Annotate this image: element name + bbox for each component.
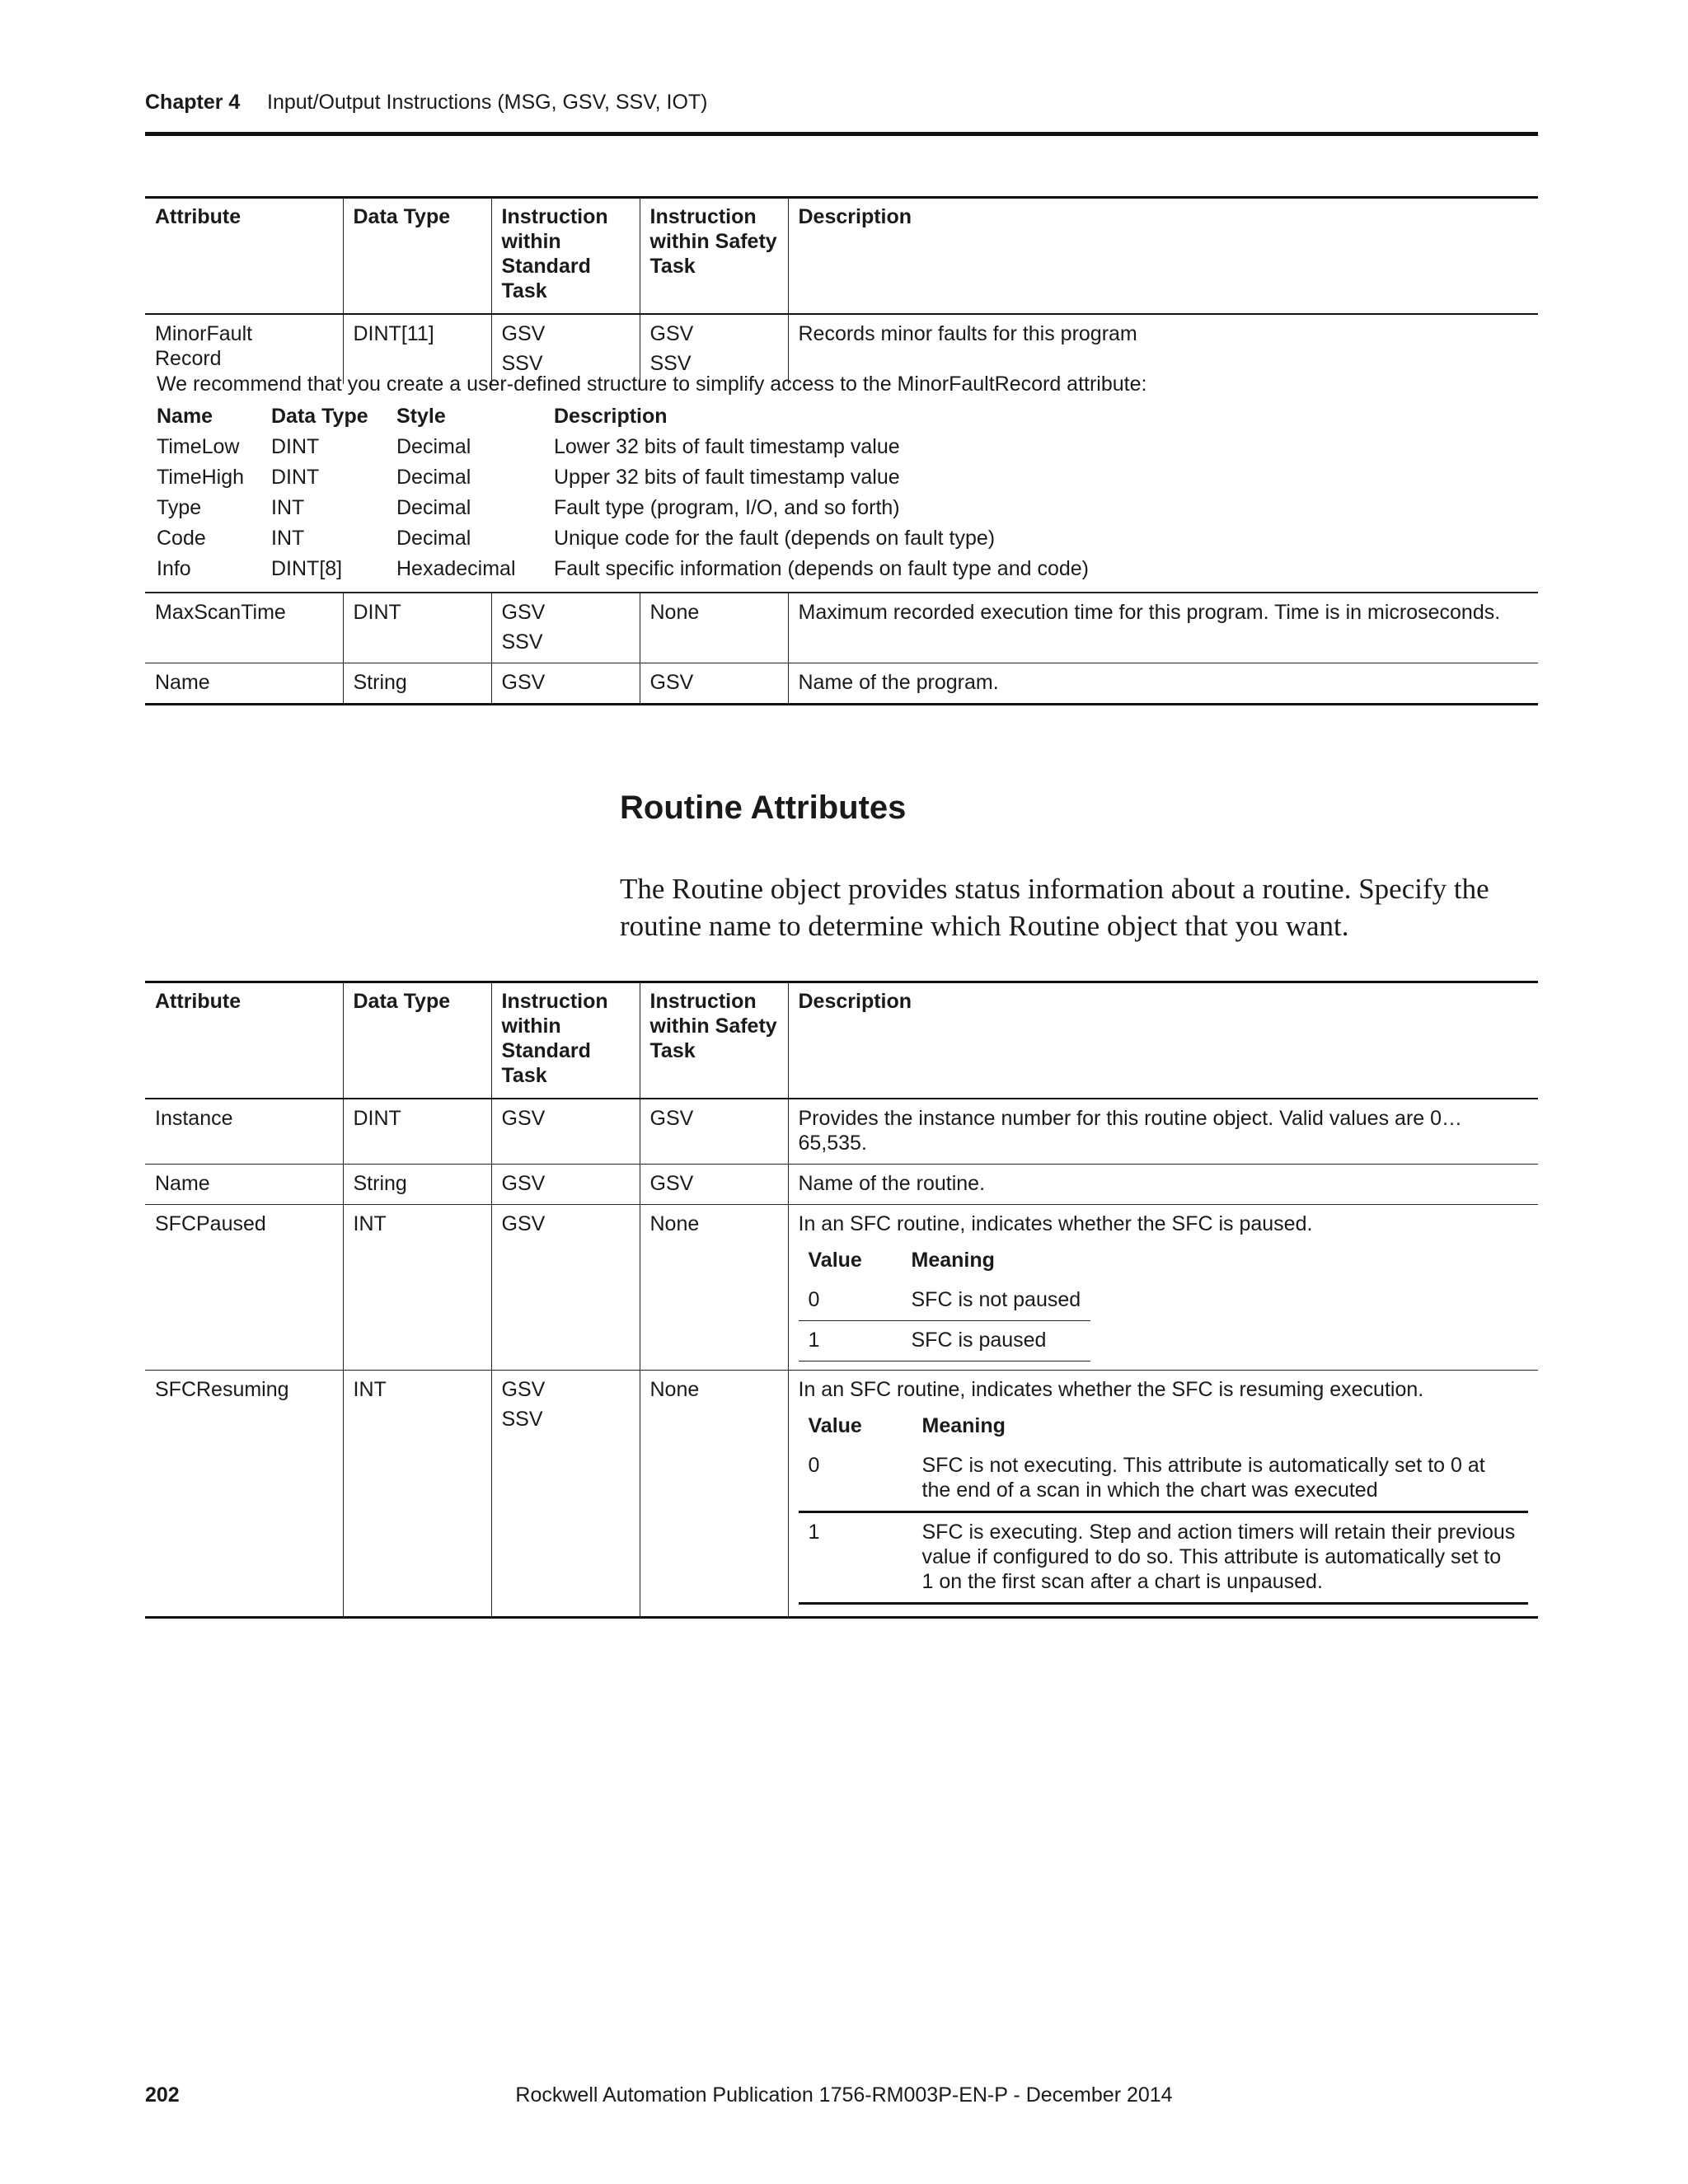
value-row: 1 SFC is executing. Step and action timers will retain their previous value if configured to do so. This attribute is automatically set to 1 on the first scan after a chart is unpaused.: [799, 1512, 1529, 1604]
structure-row: TimeLow DINT Decimal Lower 32 bits of fault timestamp value: [157, 435, 900, 458]
struct-col-description: Description: [554, 405, 668, 428]
meaning-header: Meaning: [911, 1249, 995, 1272]
cell-standard-task: GSV: [491, 1099, 640, 1165]
cell-description: [788, 1371, 1538, 1618]
value-row: 0 SFC is not executing. This attribute is automatically set to 0 at the end of a scan in which the chart was executed: [799, 1446, 1529, 1512]
cell-data-type: DINT: [343, 1099, 491, 1165]
cell-data-type: String: [343, 1165, 491, 1205]
cell-attribute: Instance: [145, 1099, 343, 1165]
cell-description: Records minor faults for this program: [788, 314, 1538, 384]
table-header-row: [145, 198, 1538, 314]
col-safety-task: Instruction within Safety Task: [640, 982, 788, 1099]
cell-attribute: MaxScanTime: [145, 593, 343, 663]
cell-attribute: Name: [145, 1165, 343, 1205]
table-header-row: [145, 982, 1538, 1099]
cell-data-type: DINT[11]: [343, 314, 491, 384]
cell-standard-task: GSV: [491, 663, 640, 705]
struct-col-name: Name: [157, 405, 213, 428]
publication-footer: Rockwell Automation Publication 1756-RM003P-EN-P - December 2014: [515, 2083, 1173, 2107]
table-row-name: [145, 663, 1538, 705]
cell-safety-task: GSV: [640, 663, 788, 705]
col-safety-task: Instruction within Safety Task: [640, 198, 788, 314]
cell-description: Name of the routine.: [788, 1165, 1538, 1205]
value-meaning-table: [799, 1241, 1091, 1361]
description-text: In an SFC routine, indicates whether the SFC is paused.: [798, 1212, 1313, 1235]
meaning-header: Meaning: [921, 1414, 1006, 1437]
col-standard-task: Instruction within Standard Task: [491, 198, 640, 314]
cell-description: Maximum recorded execution time for this program. Time is in microseconds.: [788, 593, 1538, 663]
cell-data-type: INT: [343, 1371, 491, 1618]
value-header: Value: [808, 1249, 862, 1272]
cell-safety-task: GSV SSV: [640, 314, 788, 384]
section-title: Routine Attributes: [620, 790, 907, 826]
header-rule: [145, 132, 1538, 136]
table-row-maxscantime: [145, 593, 1538, 663]
page-header: [145, 91, 1538, 115]
col-standard-task: Instruction within Standard Task: [491, 982, 640, 1099]
cell-standard-task: GSV: [491, 1165, 640, 1205]
cell-description: Provides the instance number for this routine object. Valid values are 0…65,535.: [788, 1099, 1538, 1165]
chapter-title: Input/Output Instructions (MSG, GSV, SSV, IOT): [267, 91, 708, 114]
cell-description: Name of the program.: [788, 663, 1538, 705]
cell-data-type: DINT: [343, 593, 491, 663]
value-header: Value: [808, 1414, 862, 1437]
cell-safety-task: None: [640, 1205, 788, 1371]
structure-table: [157, 401, 1089, 584]
col-data-type: Data Type: [343, 982, 491, 1099]
cell-description: [788, 1205, 1538, 1371]
struct-col-data-type: Data Type: [271, 405, 368, 428]
cell-safety-task: None: [640, 1371, 788, 1618]
structure-row: Code INT Decimal Unique code for the fault (depends on fault type): [157, 527, 996, 550]
cell-standard-task: GSV SSV: [491, 1371, 640, 1618]
cell-attribute: Name: [145, 663, 343, 705]
structure-row: Info DINT[8] Hexadecimal Fault specific information (depends on fault type and code): [157, 557, 1089, 580]
table-row-instance: [145, 1099, 1538, 1165]
value-row: 1 SFC is paused: [799, 1321, 1091, 1361]
description-text: In an SFC routine, indicates whether the SFC is resuming execution.: [798, 1378, 1424, 1401]
structure-note: We recommend that you create a user-defined structure to simplify access to the MinorFaultRecord attribute:: [157, 373, 1147, 396]
table-row-name: [145, 1165, 1538, 1205]
cell-safety-task: GSV: [640, 1099, 788, 1165]
struct-col-style: Style: [396, 405, 446, 428]
cell-standard-task: GSV: [491, 1205, 640, 1371]
chapter-label: Chapter 4: [145, 91, 241, 114]
cell-attribute: SFCResuming: [145, 1371, 343, 1618]
cell-standard-task: GSV SSV: [491, 314, 640, 384]
table-row-sfcpaused: [145, 1205, 1538, 1371]
cell-attribute: MinorFault Record: [155, 322, 253, 370]
cell-attribute: SFCPaused: [145, 1205, 343, 1371]
value-meaning-table: [799, 1407, 1529, 1605]
program-attributes-table-continued: [145, 593, 1538, 705]
structure-row: TimeHigh DINT Decimal Upper 32 bits of fault timestamp value: [157, 466, 900, 489]
cell-safety-task: GSV: [640, 1165, 788, 1205]
cell-data-type: String: [343, 663, 491, 705]
routine-attributes-table: [145, 982, 1538, 1619]
program-attributes-table: [145, 198, 1538, 384]
cell-safety-task: None: [640, 593, 788, 663]
page-number: 202: [145, 2083, 180, 2107]
col-attribute: Attribute: [145, 982, 343, 1099]
structure-header-row: [157, 401, 1089, 432]
structure-row: Type INT Decimal Fault type (program, I/O, and so forth): [157, 496, 900, 519]
col-description: Description: [788, 982, 1538, 1099]
col-data-type: Data Type: [343, 198, 491, 314]
col-description: Description: [788, 198, 1538, 314]
col-attribute: Attribute: [145, 198, 343, 314]
value-row: 0 SFC is not paused: [799, 1281, 1091, 1321]
cell-standard-task: GSV SSV: [491, 593, 640, 663]
table-row-sfcresuming: [145, 1371, 1538, 1618]
cell-data-type: INT: [343, 1205, 491, 1371]
section-intro: The Routine object provides status information about a routine. Specify the routine name to determine which Routine object that you want.: [620, 873, 1489, 942]
